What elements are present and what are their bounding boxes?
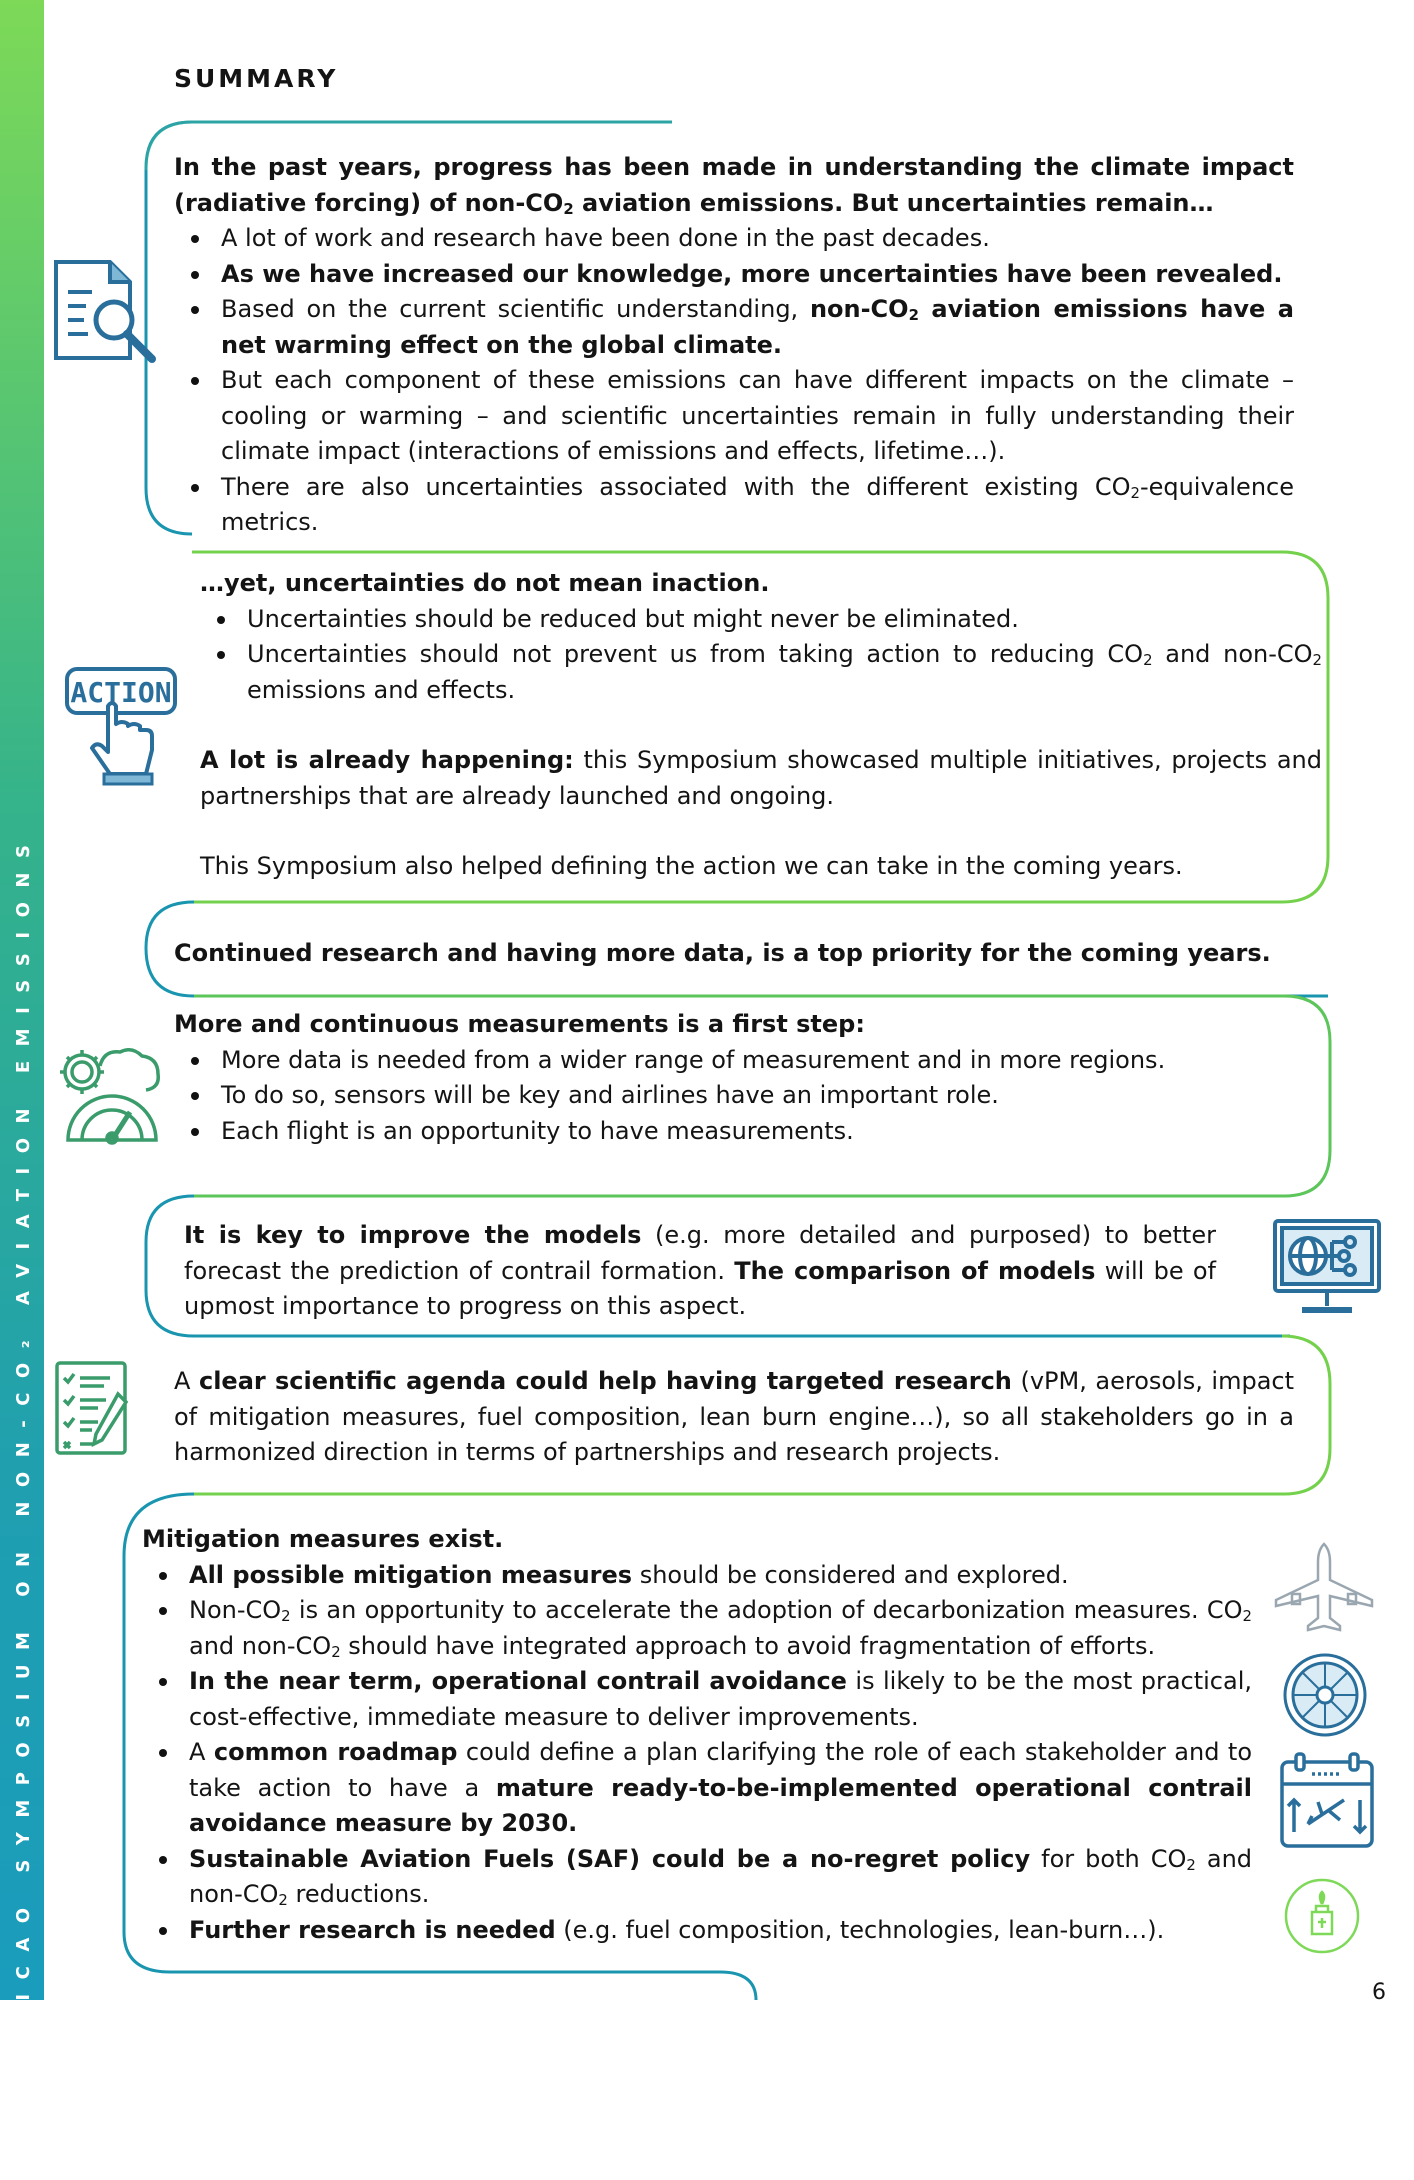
section4-heading: More and continuous measurements is a first step: [174, 1010, 865, 1038]
section1-heading: In the past years, progress has been made in understanding the climate impact (radiative forcing) of non-$CO_2$ aviation emissions. But uncertainties remain… [174, 153, 1294, 218]
section4 [174, 1007, 1314, 1149]
section1-list [174, 221, 1294, 541]
saf-fuel-icon [1282, 1876, 1362, 1956]
section6-text: A clear scientific agenda could help having targeted research (vPM, aerosols, impact of mitigation measures, fuel composition, lean burn engine…), so all stakeholders go in a harmonized direction in terms of partnerships and research projects. [174, 1367, 1295, 1466]
list-item: Sustainable Aviation Fuels (SAF) could be a no-regret policy for both $CO_2$ and non-$CO_2$ reductions. [142, 1842, 1252, 1913]
action-hand-icon [64, 666, 180, 786]
checklist-pencil-icon [54, 1360, 128, 1456]
section2 [200, 566, 1322, 885]
list-item: To do so, sensors will be key and airlines have an important role. [174, 1078, 1314, 1114]
list-item: As we have increased our knowledge, more uncertainties have been revealed. [174, 257, 1294, 293]
action-label: ACTION [70, 676, 172, 709]
gear-cloud-gauge-icon [54, 1042, 166, 1148]
list-item: Non-$CO_2$ is an opportunity to accelerate the adoption of decarbonization measures. $CO_2$ and non-$CO_2$ should have integrated approach to avoid fragmentation of efforts. [142, 1593, 1252, 1664]
monitor-globe-icon [1272, 1218, 1382, 1318]
section2-para1: A lot is already happening: this Symposium showcased multiple initiatives, projects and partnerships that are already launched and ongoing. [200, 746, 1323, 810]
list-item: In the near term, operational contrail avoidance is likely to be the most practical, cost-effective, immediate measure to deliver improvements. [142, 1664, 1252, 1735]
section4-list [174, 1043, 1314, 1150]
document-search-icon [52, 258, 162, 368]
list-item: There are also uncertainties associated with the different existing $CO_2$-equivalence metrics. [174, 470, 1294, 541]
section6 [174, 1364, 1294, 1471]
section3 [174, 936, 1314, 972]
list-item: Uncertainties should be reduced but might never be eliminated. [200, 602, 1322, 638]
sidebar-band [0, 0, 44, 2130]
section7-list [142, 1558, 1252, 1949]
page-number: 6 [1372, 1980, 1386, 2005]
section7-heading: Mitigation measures exist. [142, 1525, 504, 1553]
section3-heading: Continued research and having more data, is a top priority for the coming years. [174, 939, 1271, 967]
section5-text: It is key to improve the models (e.g. more detailed and purposed) to better forecast the prediction of contrail formation. The comparison of models will be of upmost importance to progress on this aspect. [184, 1221, 1216, 1320]
jet-engine-icon [1282, 1652, 1368, 1738]
airplane-icon [1272, 1540, 1376, 1636]
list-item: Uncertainties should not prevent us from taking action to reducing $CO_2$ and non-$CO_2$ emissions and effects. [200, 637, 1322, 708]
list-item: A lot of work and research have been done in the past decades. [174, 221, 1294, 257]
list-item: But each component of these emissions can have different impacts on the climate – cooling or warming – and scientific uncertainties remain in fully understanding their climate impact (interactions of emissions and effects, lifetime…). [174, 363, 1294, 470]
list-item: More data is needed from a wider range of measurement and in more regions. [174, 1043, 1314, 1079]
list-item: All possible mitigation measures should be considered and explored. [142, 1558, 1252, 1594]
section2-heading: …yet, uncertainties do not mean inaction. [200, 569, 770, 597]
list-item: Based on the current scientific understanding, non-$CO_2$ aviation emissions have a net warming effect on the global climate. [174, 292, 1294, 363]
section1 [174, 150, 1294, 541]
list-item: Further research is needed (e.g. fuel composition, technologies, lean-burn…). [142, 1913, 1252, 1949]
page-title: SUMMARY [174, 64, 339, 93]
sidebar-vertical-title: 2024 ICAO SYMPOSIUM ON NON-CO₂ AVIATION EMISSIONS [13, 830, 34, 2130]
section2-para2: This Symposium also helped defining the action we can take in the coming years. [200, 852, 1183, 880]
section5 [184, 1218, 1216, 1325]
section7 [142, 1522, 1252, 1948]
section2-list [200, 602, 1322, 709]
list-item: Each flight is an opportunity to have measurements. [174, 1114, 1314, 1150]
list-item: A common roadmap could define a plan clarifying the role of each stakeholder and to take action to have a mature ready-to-be-implemented operational contrail avoidance measure by 2030. [142, 1735, 1252, 1842]
calendar-flight-icon [1278, 1752, 1376, 1850]
